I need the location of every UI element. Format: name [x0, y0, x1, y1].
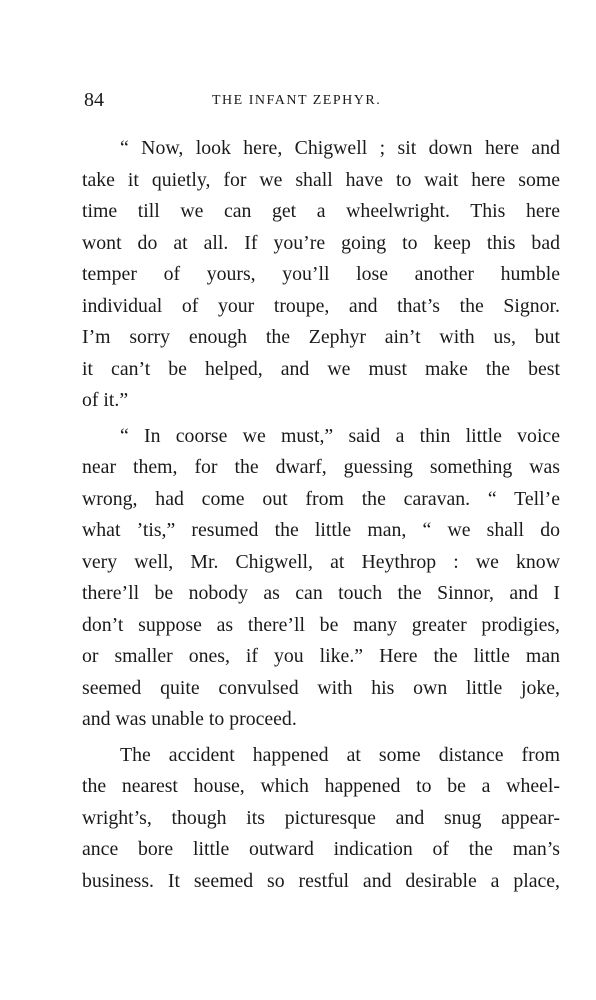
body-text	[82, 133, 560, 897]
text-line: what ’tis,” resumed the little man, “ we shall do	[82, 519, 560, 541]
text-line: seemed quite convulsed with his own little joke,	[82, 676, 560, 699]
text-line: The accident happened at some distance from	[120, 743, 560, 766]
page-header	[84, 88, 558, 112]
text-line: wright’s, though its picturesque and snug appear-	[82, 806, 560, 829]
text-line: wrong, had come out from the caravan. “ Tell’e	[82, 487, 560, 510]
text-line: ance bore little outward indication of the man’s	[82, 838, 560, 860]
text-line: “ Now, look here, Chigwell ; sit down here and	[120, 137, 560, 159]
text-line: or smaller ones, if you like.” Here the little man	[82, 645, 560, 667]
text-line: take it quietly, for we shall have to wait here some	[82, 168, 560, 191]
text-line: near them, for the dwarf, guessing something was	[82, 456, 560, 478]
text-line: don’t suppose as there’ll be many greater prodigies,	[82, 613, 560, 636]
text-line: very well, Mr. Chigwell, at Heythrop : we know	[82, 550, 560, 573]
text-line: time till we can get a wheelwright. This here	[82, 200, 560, 222]
text-line: it can’t be helped, and we must make the best	[82, 357, 560, 380]
paragraph	[82, 133, 560, 417]
page-number: 84	[84, 89, 104, 111]
text-line: of it.”	[82, 389, 129, 411]
paragraph	[82, 740, 560, 898]
running-head: THE INFANT ZEPHYR.	[212, 93, 382, 108]
text-line: the nearest house, which happened to be a wheel-	[82, 775, 560, 797]
paragraph	[82, 421, 560, 736]
text-line: there’ll be nobody as can touch the Sinnor, and I	[82, 582, 560, 604]
text-line: individual of your troupe, and that’s the Signor.	[82, 294, 560, 317]
text-line: and was unable to proceed.	[82, 708, 297, 730]
text-line: “ In coorse we must,” said a thin little voice	[120, 424, 560, 447]
text-line: temper of yours, you’ll lose another humble	[82, 263, 560, 285]
text-line: business. It seemed so restful and desirable a place,	[82, 869, 560, 892]
text-line: wont do at all. If you’re going to keep this bad	[82, 231, 560, 254]
text-line: I’m sorry enough the Zephyr ain’t with us, but	[82, 326, 560, 348]
